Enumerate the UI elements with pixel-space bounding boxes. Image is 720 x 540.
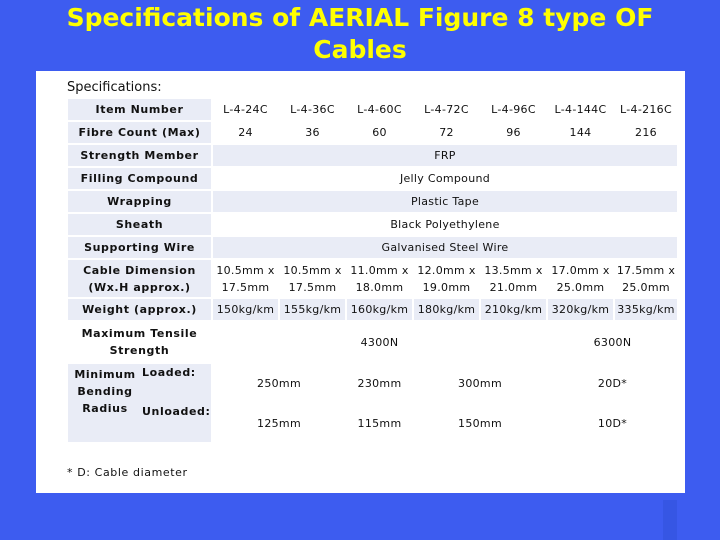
- table-cell: 155kg/km: [280, 299, 345, 320]
- table-row: [68, 260, 677, 297]
- bending-radius-label-main: [68, 364, 138, 442]
- column-header: L-4-36C: [280, 99, 345, 120]
- row-label-line: (Wx.H approx.): [88, 280, 191, 294]
- table-cell: 4300N: [213, 322, 546, 362]
- table-cell: 210kg/km: [481, 299, 546, 320]
- cell-line: 25.0mm: [622, 280, 670, 294]
- row-label: Filling Compound: [68, 168, 211, 189]
- cell-line: 17.5mm: [221, 280, 270, 294]
- table-cell: [414, 260, 479, 297]
- table-cell: Galvanised Steel Wire: [213, 237, 677, 258]
- table-cell: 6300N: [548, 322, 677, 362]
- table-cell: 72: [414, 122, 479, 143]
- table-cell: 320kg/km: [548, 299, 613, 320]
- table-row: [68, 122, 677, 143]
- table-row: [68, 168, 677, 189]
- table-row: [68, 99, 677, 120]
- table-cell: 20D*: [548, 364, 677, 402]
- column-header: L-4-216C: [615, 99, 677, 120]
- row-label: Supporting Wire: [68, 237, 211, 258]
- cell-line: 19.0mm: [422, 280, 471, 294]
- cell-line: 17.5mm x: [616, 263, 676, 277]
- row-label: Weight (approx.): [68, 299, 211, 320]
- table-cell: 125mm: [213, 404, 345, 442]
- cell-line: 17.0mm x: [551, 263, 610, 277]
- table-cell: 96: [481, 122, 546, 143]
- table-cell: 230mm: [347, 364, 412, 402]
- row-label: [68, 260, 211, 297]
- row-label: [68, 322, 211, 362]
- table-cell: Black Polyethylene: [213, 214, 677, 235]
- cell-line: 25.0mm: [556, 280, 605, 294]
- table-row: [68, 299, 677, 320]
- row-label: Sheath: [68, 214, 211, 235]
- corner-decoration: [663, 500, 677, 540]
- row-label: Strength Member: [68, 145, 211, 166]
- slide-title: [0, 2, 720, 66]
- table-cell: [548, 260, 613, 297]
- cell-line: 10.5mm x: [216, 263, 275, 277]
- cell-line: 18.0mm: [355, 280, 404, 294]
- cell-line: 12.0mm x: [417, 263, 476, 277]
- table-cell: 60: [347, 122, 412, 143]
- table-cell: 36: [280, 122, 345, 143]
- column-header: L-4-96C: [481, 99, 546, 120]
- cell-line: 11.0mm x: [350, 263, 409, 277]
- table-cell: 216: [615, 122, 677, 143]
- specifications-heading: Specifications:: [67, 80, 162, 95]
- table-cell: 150mm: [414, 404, 546, 442]
- column-header: L-4-72C: [414, 99, 479, 120]
- slide-title-line-1: Specifications of AERIAL Figure 8 type OF: [66, 3, 654, 32]
- row-label-line: Cable Dimension: [83, 263, 196, 277]
- table-row: [68, 364, 677, 402]
- table-cell: 335kg/km: [615, 299, 677, 320]
- row-label-line: Bending: [77, 385, 133, 398]
- specifications-table: [66, 97, 679, 444]
- cell-line: 10.5mm x: [283, 263, 342, 277]
- table-cell: 250mm: [213, 364, 345, 402]
- table-row: [68, 145, 677, 166]
- table-cell: 150kg/km: [213, 299, 278, 320]
- table-cell: 300mm: [414, 364, 546, 402]
- unloaded-label: Unloaded:: [138, 403, 211, 442]
- row-label: Item Number: [68, 99, 211, 120]
- table-cell: [615, 260, 677, 297]
- loaded-label: Loaded:: [138, 364, 211, 403]
- row-label-line: Strength: [109, 344, 170, 357]
- row-label: Wrapping: [68, 191, 211, 212]
- table-row: [68, 322, 677, 362]
- row-label-line: Maximum Tensile: [81, 327, 198, 340]
- cell-line: 21.0mm: [489, 280, 538, 294]
- slide-title-line-2: Cables: [313, 35, 407, 64]
- table-cell: 144: [548, 122, 613, 143]
- table-cell: FRP: [213, 145, 677, 166]
- bending-radius-label: [68, 364, 211, 442]
- table-cell: 180kg/km: [414, 299, 479, 320]
- row-label-line: Radius: [82, 402, 128, 415]
- table-cell: Jelly Compound: [213, 168, 677, 189]
- footnote: * D: Cable diameter: [67, 466, 188, 479]
- column-header: L-4-60C: [347, 99, 412, 120]
- table-row: [68, 237, 677, 258]
- table-cell: [213, 260, 278, 297]
- column-header: L-4-24C: [213, 99, 278, 120]
- table-row: [68, 191, 677, 212]
- table-cell: [481, 260, 546, 297]
- cell-line: 13.5mm x: [484, 263, 543, 277]
- table-cell: 24: [213, 122, 278, 143]
- table-cell: 160kg/km: [347, 299, 412, 320]
- table-cell: [347, 260, 412, 297]
- table-row: [68, 214, 677, 235]
- table-cell: Plastic Tape: [213, 191, 677, 212]
- row-label: Fibre Count (Max): [68, 122, 211, 143]
- column-header: L-4-144C: [548, 99, 613, 120]
- table-cell: 115mm: [347, 404, 412, 442]
- row-label-line: Minimum: [74, 368, 136, 381]
- spec-panel: [36, 71, 685, 493]
- cell-line: 17.5mm: [288, 280, 337, 294]
- bending-radius-label-cell: [68, 364, 211, 442]
- table-cell: [280, 260, 345, 297]
- table-cell: 10D*: [548, 404, 677, 442]
